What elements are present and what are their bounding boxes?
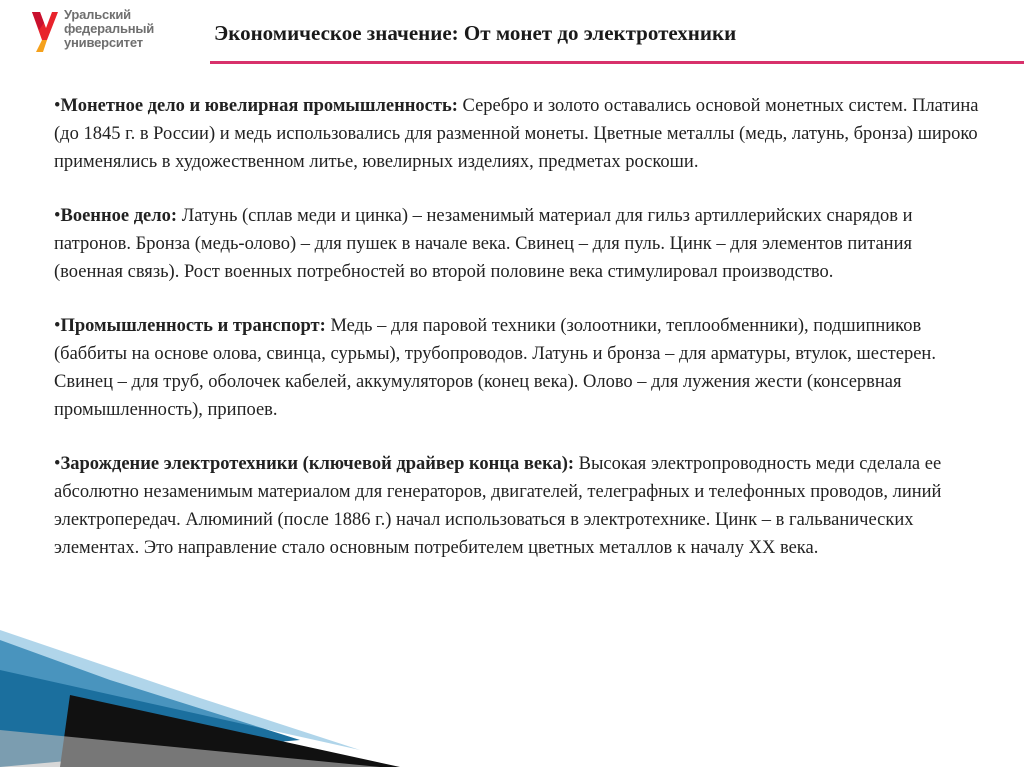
- paragraph-text: Медь – для паровой техники (золоотники, теплообменники), подшипников (баббиты на основе олова, свинца, сурьмы), трубопроводов. Латунь и бронза – для арматуры, втулок, шестерен. Свинец – для труб, оболочек кабелей, аккумуляторов (конец века). Олово – для лужения жести (консервная промышленность), припоев.: [54, 316, 936, 420]
- paragraph-heading: Военное дело:: [60, 206, 178, 226]
- bullet-marker: •: [54, 454, 61, 474]
- bullet-paragraph-industry: [54, 312, 984, 424]
- university-logo: [30, 8, 190, 58]
- paragraph-text: Латунь (сплав меди и цинка) – незаменимый материал для гильз артиллерийских снарядов и патронов. Бронза (медь-олово) – для пушек в начале века. Свинец – для пуль. Цинк – для элементов питания (военная связь). Рост военных потребностей во второй половине века стимулировал производство.: [54, 206, 913, 282]
- bullet-marker: •: [54, 316, 61, 336]
- bullet-paragraph-military: [54, 202, 984, 286]
- logo-text: [64, 8, 154, 50]
- paragraph-heading: Зарождение электротехники (ключевой драйвер конца века):: [60, 454, 575, 474]
- bullet-paragraph-electrical: [54, 450, 984, 562]
- title-underline: [210, 61, 1024, 64]
- paragraph-text: Серебро и золото оставались основой монетных систем. Платина (до 1845 г. в России) и медь использовались для разменной монеты. Цветные металлы (медь, латунь, бронза) широко применялись в художественном литье, ювелирных изделиях, предметах роскоши.: [54, 96, 979, 172]
- paragraph-text: Высокая электропроводность меди сделала ее абсолютно незаменимым материалом для генераторов, двигателей, телеграфных и телефонных проводов, линий электропередач. Алюминий (после 1886 г.) начал использоваться в электротехнике. Цинк – в гальванических элементах. Это направление стало основным потребителем цветных металлов к началу XX века.: [54, 454, 942, 558]
- bullet-paragraph-coinage: [54, 92, 984, 176]
- decorative-corner-graphic: [0, 600, 420, 767]
- slide-content: [54, 92, 984, 588]
- bullet-marker: •: [54, 206, 61, 226]
- bullet-marker: •: [54, 96, 61, 116]
- paragraph-heading: Монетное дело и ювелирная промышленность:: [60, 96, 458, 116]
- logo-line: Уральский: [64, 7, 131, 22]
- paragraph-heading: Промышленность и транспорт:: [60, 316, 326, 336]
- logo-line: университет: [64, 35, 143, 50]
- ural-federal-university-logo-icon: [30, 10, 60, 54]
- logo-line: федеральный: [64, 21, 155, 36]
- slide-title: Экономическое значение: От монет до электротехники: [214, 21, 737, 45]
